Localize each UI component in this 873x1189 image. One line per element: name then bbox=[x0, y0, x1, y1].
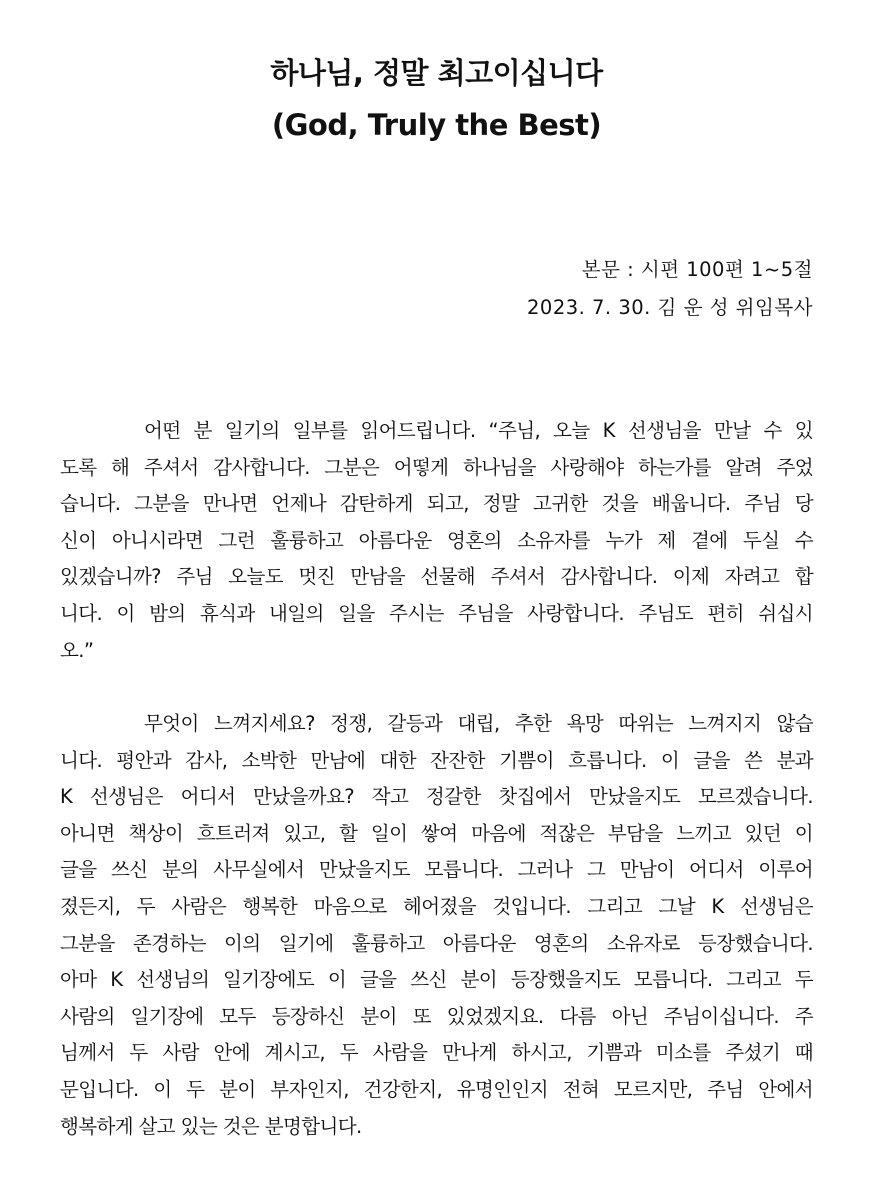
paragraph-line: 도록 해 주셔서 감사합니다. 그분은 어떻게 하나님을 사랑해야 하는가를 알려 주었 bbox=[60, 455, 813, 479]
paragraph-line: 사람의 일기장에 모두 등장하신 분이 또 있었겠지요. 다름 아닌 주님이십니다. 주 bbox=[60, 1004, 813, 1028]
paragraph-line: 있겠습니까? 주님 오늘도 멋진 만남을 선물해 주셔서 감사합니다. 이제 자려고 합 bbox=[60, 565, 813, 589]
paragraph-line: 아니면 책상이 흐트러져 있고, 할 일이 쌓여 마음에 적잖은 부담을 느끼고 있던 이 bbox=[60, 821, 813, 845]
paragraph-line: 무엇이 느껴지세요? 정쟁, 갈등과 대립, 추한 욕망 따위는 느껴지지 않습 bbox=[144, 712, 813, 735]
paragraph-line: 문입니다. 이 두 분이 부자인지, 건강한지, 유명인인지 전혀 모르지만, 주님 안에서 bbox=[60, 1077, 813, 1101]
paragraph-line: 습니다. 그분을 만나면 언제나 감탄하게 되고, 정말 고귀한 것을 배웁니다. 주님 당 bbox=[60, 492, 813, 516]
body-paragraph-1 bbox=[60, 413, 813, 669]
paragraph-line: 니다. 이 밤의 휴식과 내일의 일을 주시는 주님을 사랑합니다. 주님도 편히 쉬십시 bbox=[60, 601, 813, 625]
sermon-title-english: (God, Truly the Best) bbox=[271, 108, 602, 142]
paragraph-line: 그분을 존경하는 이의 일기에 훌륭하고 아름다운 영혼의 소유자로 등장했습니다. bbox=[60, 931, 813, 955]
paragraph-line: 아마 K 선생님의 일기장에도 이 글을 쓰신 분이 등장했을지도 모릅니다. 그리고 두 bbox=[60, 968, 813, 992]
sermon-title: 하나님, 정말 최고이십니다 bbox=[270, 56, 603, 90]
body-paragraph-2 bbox=[60, 706, 813, 1145]
paragraph-line: 졌든지, 두 사람은 행복한 마음으로 헤어졌을 것입니다. 그리고 그날 K 선생님은 bbox=[60, 894, 813, 918]
paragraph-line: 행복하게 살고 있는 것은 분명합니다. bbox=[60, 1114, 362, 1138]
paragraph-line: 오.” bbox=[60, 638, 94, 662]
paragraph-line: 님께서 두 사람 안에 계시고, 두 사람을 만나게 하시고, 기쁨과 미소를 주셨기 때 bbox=[60, 1041, 813, 1065]
paragraph-line: K 선생님은 어디서 만났을까요? 작고 정갈한 찻집에서 만났을지도 모르겠습니다. bbox=[60, 785, 813, 809]
paragraph-line: 어떤 분 일기의 일부를 읽어드립니다. “주님, 오늘 K 선생님을 만날 수 있 bbox=[144, 419, 813, 442]
scripture-reference: 본문 : 시편 100편 1~5절 bbox=[581, 258, 813, 281]
paragraph-line: 신이 아니시라면 그런 훌륭하고 아름다운 영혼의 소유자를 누가 제 곁에 두실 수 bbox=[60, 528, 813, 552]
paragraph-line: 글을 쓰신 분의 사무실에서 만났을지도 모릅니다. 그러나 그 만남이 어디서 이루어 bbox=[60, 858, 813, 882]
date-and-author: 2023. 7. 30. 김 운 성 위임목사 bbox=[527, 296, 813, 319]
paragraph-line: 니다. 평안과 감사, 소박한 만남에 대한 잔잔한 기쁨이 흐릅니다. 이 글을 쓴 분과 bbox=[60, 748, 813, 772]
